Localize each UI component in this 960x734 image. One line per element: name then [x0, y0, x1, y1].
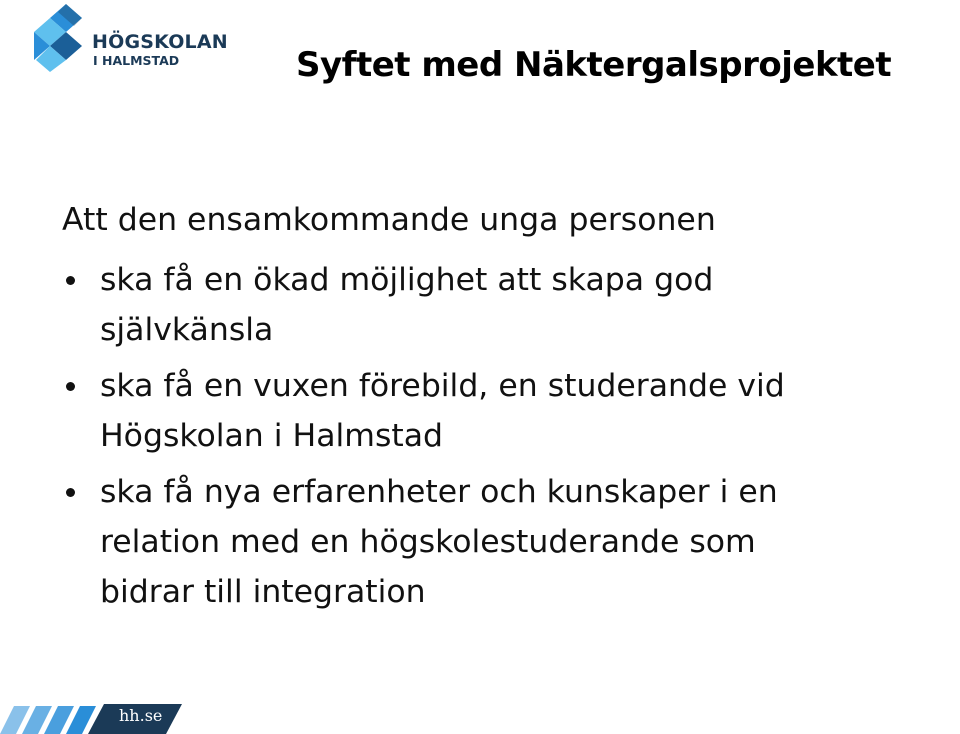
intro-text: Att den ensamkommande unga personen: [62, 202, 716, 238]
bullet-list: [62, 255, 952, 623]
footer-url[interactable]: hh.se: [119, 706, 163, 725]
bullet-line: självkänsla: [100, 312, 274, 348]
logo-name: HÖGSKOLAN: [92, 31, 228, 53]
bullet-item: [62, 255, 952, 355]
slide-title: Syftet med Näktergalsprojektet: [296, 45, 892, 85]
bullet-line: ska få en vuxen förebild, en studerande vid: [100, 368, 785, 404]
bullet-item: [62, 467, 952, 617]
bullet-line: Högskolan i Halmstad: [100, 418, 444, 454]
bullet-item: [62, 361, 952, 461]
hogskolan-logo: [34, 4, 244, 74]
footer-stripes-icon: [0, 698, 200, 734]
footer-band: [0, 698, 200, 734]
logo-subname: I HALMSTAD: [93, 53, 180, 68]
bullet-line: ska få nya erfarenheter och kunskaper i en: [100, 474, 778, 510]
bullet-icon: [66, 382, 75, 391]
hogskolan-logo-mark-icon: [34, 4, 84, 72]
bullet-line: ska få en ökad möjlighet att skapa god: [100, 262, 714, 298]
bullet-line: bidrar till integration: [100, 574, 426, 610]
bullet-icon: [66, 488, 75, 497]
bullet-icon: [66, 276, 75, 285]
bullet-line: relation med en högskolestuderande som: [100, 524, 756, 560]
